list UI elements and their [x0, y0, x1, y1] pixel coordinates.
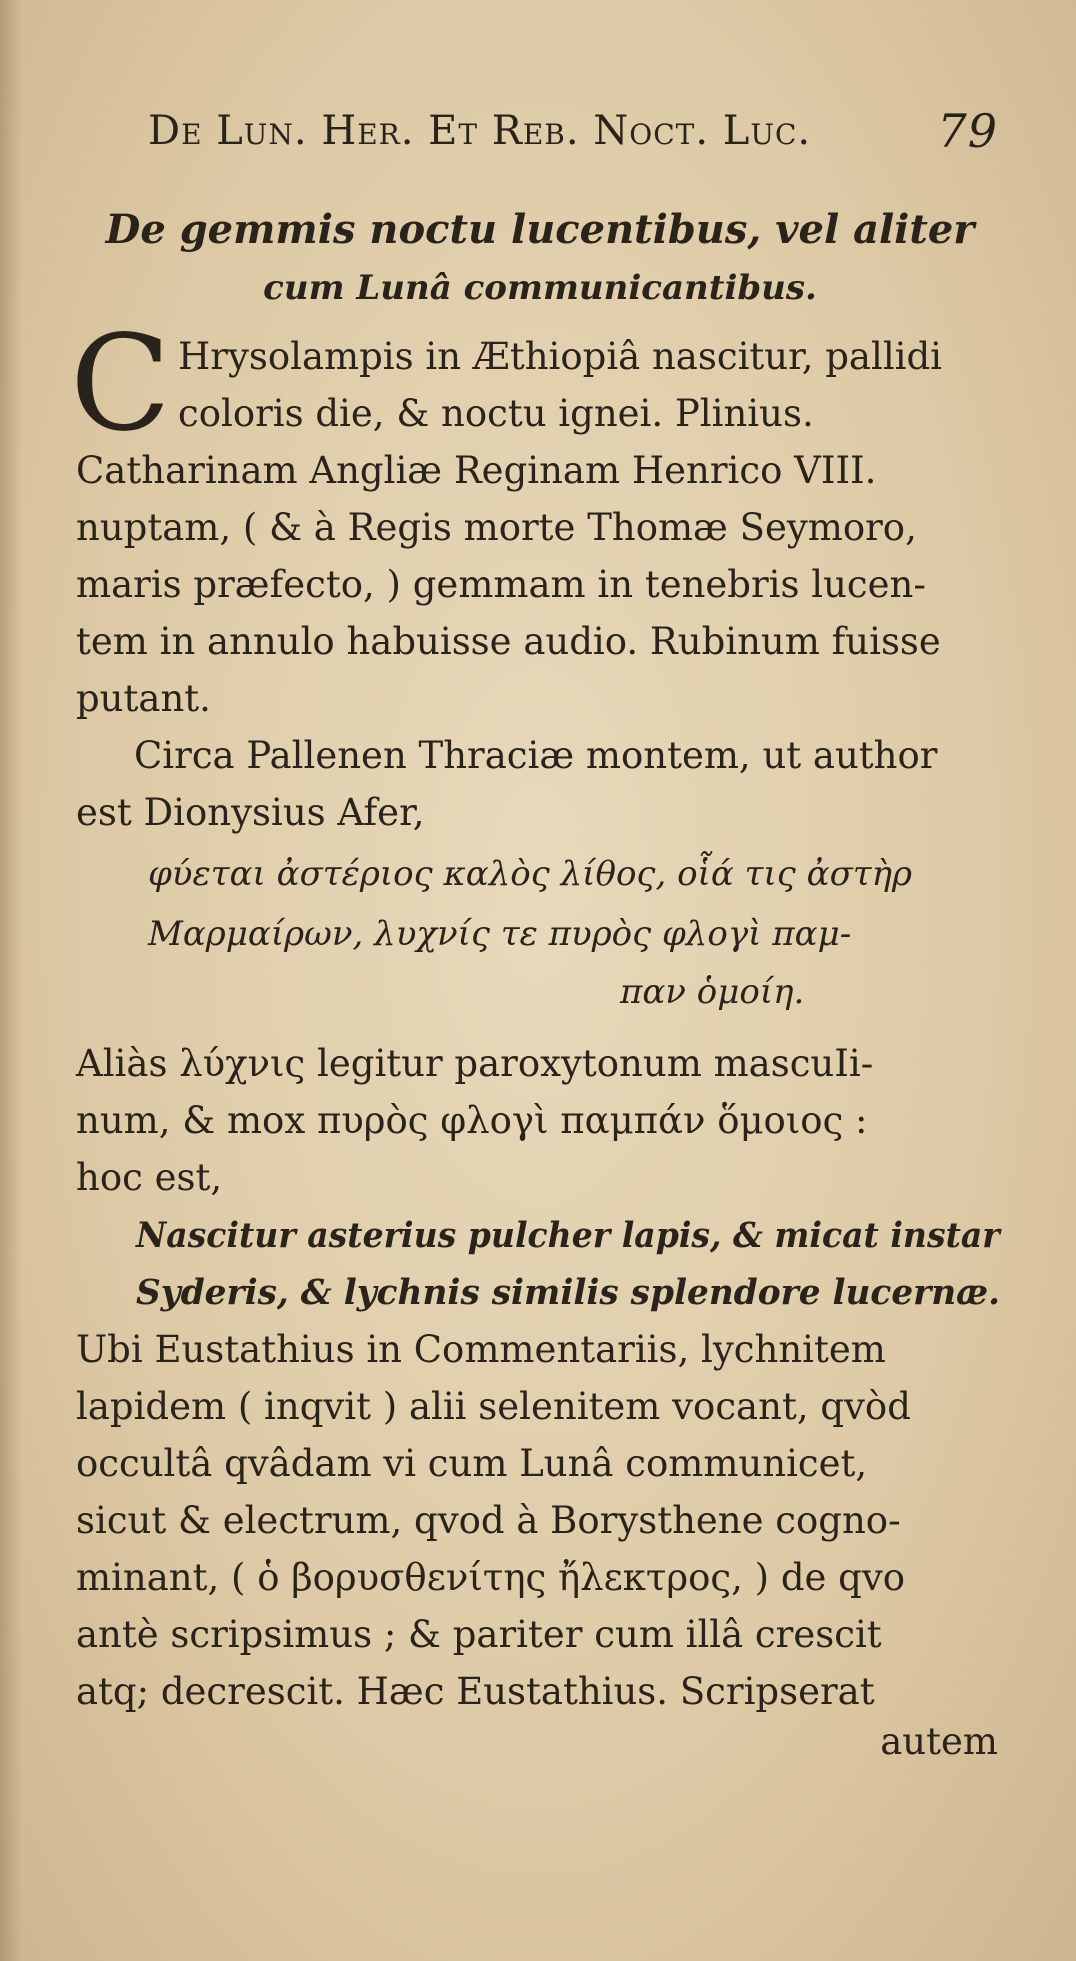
catchword: autem: [880, 1720, 998, 1763]
section-heading-line-2: cum Lunâ communicantibus.: [263, 268, 817, 308]
text-line: tem in annulo habuisse audio. Rubinum fuisse: [76, 620, 941, 663]
page-number: 79: [937, 104, 998, 158]
text-line: est Dionysius Afer,: [76, 791, 425, 834]
text-line: lapidem ( inqvit ) alii selenitem vocant, qvòd: [76, 1385, 911, 1428]
text-line: minant, ( ὁ βορυσθενίτης ἤλεκτρος, ) de qvo: [76, 1556, 906, 1599]
text-line: Catharinam Angliæ Reginam Henrico VIII.: [76, 449, 877, 492]
page-header: [148, 104, 998, 158]
text-line: Aliàs λύχνις legitur paroxytonum mascuIi-: [76, 1042, 874, 1085]
greek-verse-line: παν ὁμοίη.: [620, 972, 805, 1012]
text-line: Hrysolampis in Æthiopiâ nascitur, pallidi: [178, 335, 943, 378]
latin-verse-line: Nascitur asterius pulcher lapis, & micat instar: [136, 1215, 1000, 1256]
text-line: Circa Pallenen Thraciæ montem, ut author: [134, 734, 938, 777]
greek-verse-line: Μαρμαίρων, λυχνίς τε πυρὸς φλογὶ παμ-: [148, 914, 852, 954]
text-line: occultâ qvâdam vi cum Lunâ communicet,: [76, 1442, 868, 1485]
greek-verse-line: φύεται ἀστέριος καλὸς λίθος, οἷά τις ἀστὴρ: [148, 854, 912, 894]
running-title: De Lun. Her. Et Reb. Noct. Luc.: [148, 108, 812, 154]
text-line: sicut & electrum, qvod à Borysthene cogno-: [76, 1499, 901, 1542]
text-line: antè scripsimus ; & pariter cum illâ crescit: [76, 1613, 882, 1656]
text-line: Ubi Eustathius in Commentariis, lychnitem: [76, 1328, 886, 1371]
text-line: atq; decrescit. Hæc Eustathius. Scripserat: [76, 1670, 875, 1713]
text-line: coloris die, & noctu ignei. Plinius.: [178, 392, 814, 435]
latin-verse-line: Syderis, & lychnis similis splendore lucernæ.: [136, 1272, 1001, 1313]
gutter-shadow: [0, 0, 22, 1961]
text-line: nuptam, ( & à Regis morte Thomæ Seymoro,: [76, 506, 917, 549]
drop-capital: C: [70, 307, 171, 461]
text-line: putant.: [76, 677, 211, 720]
section-heading-line-1: De gemmis noctu lucentibus, vel aliter: [105, 206, 975, 253]
text-line: num, & mox πυρὸς φλογὶ παμπάν ὅμοιος :: [76, 1099, 868, 1142]
text-line: hoc est,: [76, 1156, 223, 1199]
text-line: maris præfecto, ) gemmam in tenebris lucen-: [76, 563, 926, 606]
